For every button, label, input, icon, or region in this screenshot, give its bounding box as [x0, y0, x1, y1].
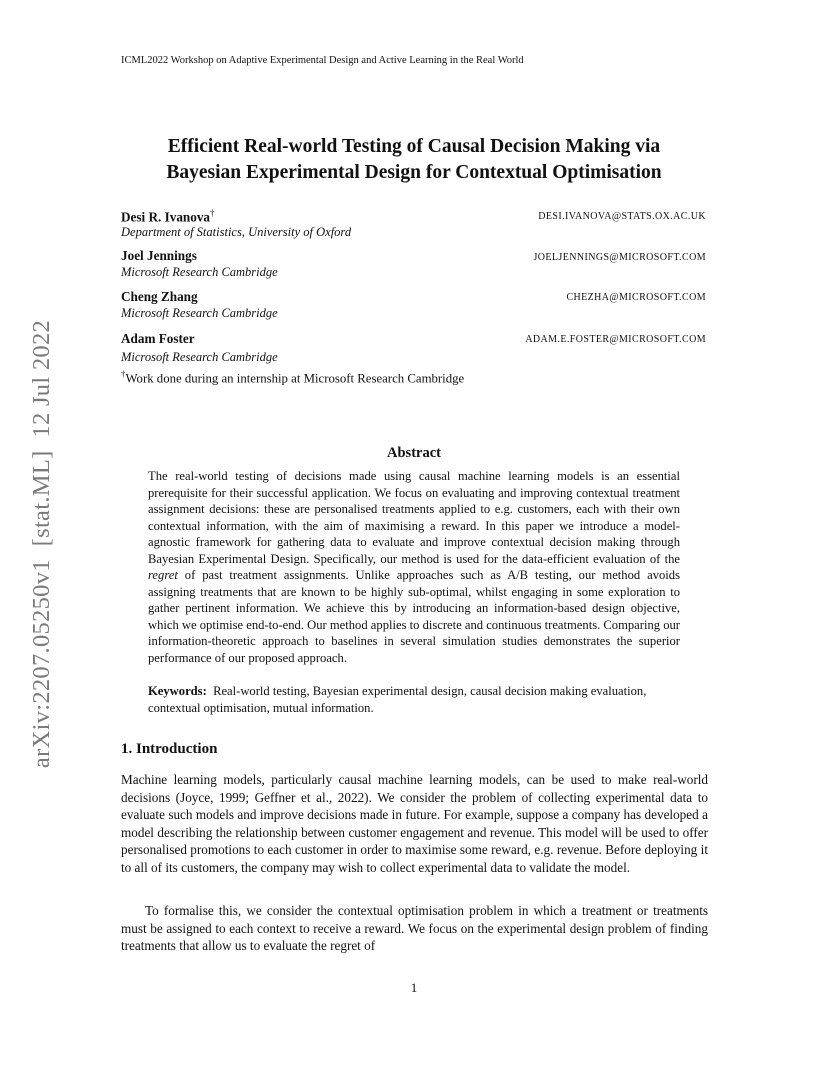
abstract-emphasis: regret: [148, 568, 178, 582]
keywords-text: Real-world testing, Bayesian experimental design, causal decision making evaluation, contextual optimisation, mutual information.: [148, 684, 647, 715]
author-affiliation-2: Microsoft Research Cambridge: [121, 265, 278, 279]
title-line-2: Bayesian Experimental Design for Contextual Optimisation: [166, 162, 662, 183]
author-email-4[interactable]: ADAM.E.FOSTER@MICROSOFT.COM: [525, 334, 706, 345]
section-heading-introduction: 1. Introduction: [121, 741, 218, 757]
author-name-4: Adam Foster: [121, 331, 195, 346]
paper-title: [100, 134, 728, 186]
keywords: [148, 683, 680, 716]
arxiv-stamp: arXiv:2207.05250v1 [stat.ML] 12 Jul 2022: [28, 319, 55, 769]
author-name-2: Joel Jennings: [121, 248, 197, 263]
intro-paragraph-1: Machine learning models, particularly causal machine learning models, can be used to make real-world decisions (Joyce, 1999; Geffner et al., 2022). We consider the problem of collecting experimental data to evaluate such models and improve decisions made in future. For example, suppose a company has developed a model describing the relationship between customer engagement and revenue. This model will be used to offer personalised promotions to each customer in order to maximise some reward, e.g. revenue. Before deploying it to all of its customers, the company may wish to collect experimental data to validate the model.: [121, 772, 708, 875]
author-affiliation-4: Microsoft Research Cambridge: [121, 350, 278, 364]
author-name-1: Desi R. Ivanova†: [121, 208, 215, 225]
author-footnote: †Work done during an internship at Microsoft Research Cambridge: [121, 369, 465, 386]
abstract-body: The real-world testing of decisions made using causal machine learning models is an essential prerequisite for their successful application. We focus on evaluating and improving contextual treatment assignment decisions: these are personalised treatments applied to e.g. customers, each with their own contextual information, with the aim of maximising a reward. In this paper we introduce a model-agnostic framework for gathering data to evaluate and improve contextual decision making through Bayesian Experimental Design. Specifically, our method is used for the data-efficient evaluation of the regret of past treatment assignments. Unlike approaches such as A/B testing, our method avoids assigning treatments that are known to be highly sub-optimal, whilst engaging in some exploration to gather pertinent information. We achieve this by introducing an information-based design objective, which we optimise end-to-end. Our method applies to discrete and continuous treatments. Comparing our information-theoretic approach to baselines in several simulation studies demonstrates the superior performance of our proposed approach.: [148, 469, 680, 665]
intro-paragraph-2: To formalise this, we consider the contextual optimisation problem in which a treatment or treatments must be assigned to each context to receive a reward. We focus on the experimental design problem of finding treatments that allow us to evaluate the regret of: [121, 903, 708, 954]
title-line-1: Efficient Real-world Testing of Causal Decision Making via: [167, 136, 661, 157]
author-name-3: Cheng Zhang: [121, 289, 198, 304]
author-email-2[interactable]: JOELJENNINGS@MICROSOFT.COM: [533, 252, 706, 263]
author-affiliation-1: Department of Statistics, University of Oxford: [121, 225, 352, 239]
abstract-heading: Abstract: [387, 445, 441, 461]
page-number: 1: [410, 980, 418, 995]
venue-header: ICML2022 Workshop on Adaptive Experimental Design and Active Learning in the Real World: [121, 55, 524, 66]
author-email-3[interactable]: CHEZHA@MICROSOFT.COM: [566, 292, 706, 303]
author-email-1[interactable]: DESI.IVANOVA@STATS.OX.AC.UK: [538, 211, 706, 222]
keywords-label: Keywords:: [148, 684, 207, 698]
author-affiliation-3: Microsoft Research Cambridge: [121, 306, 278, 320]
